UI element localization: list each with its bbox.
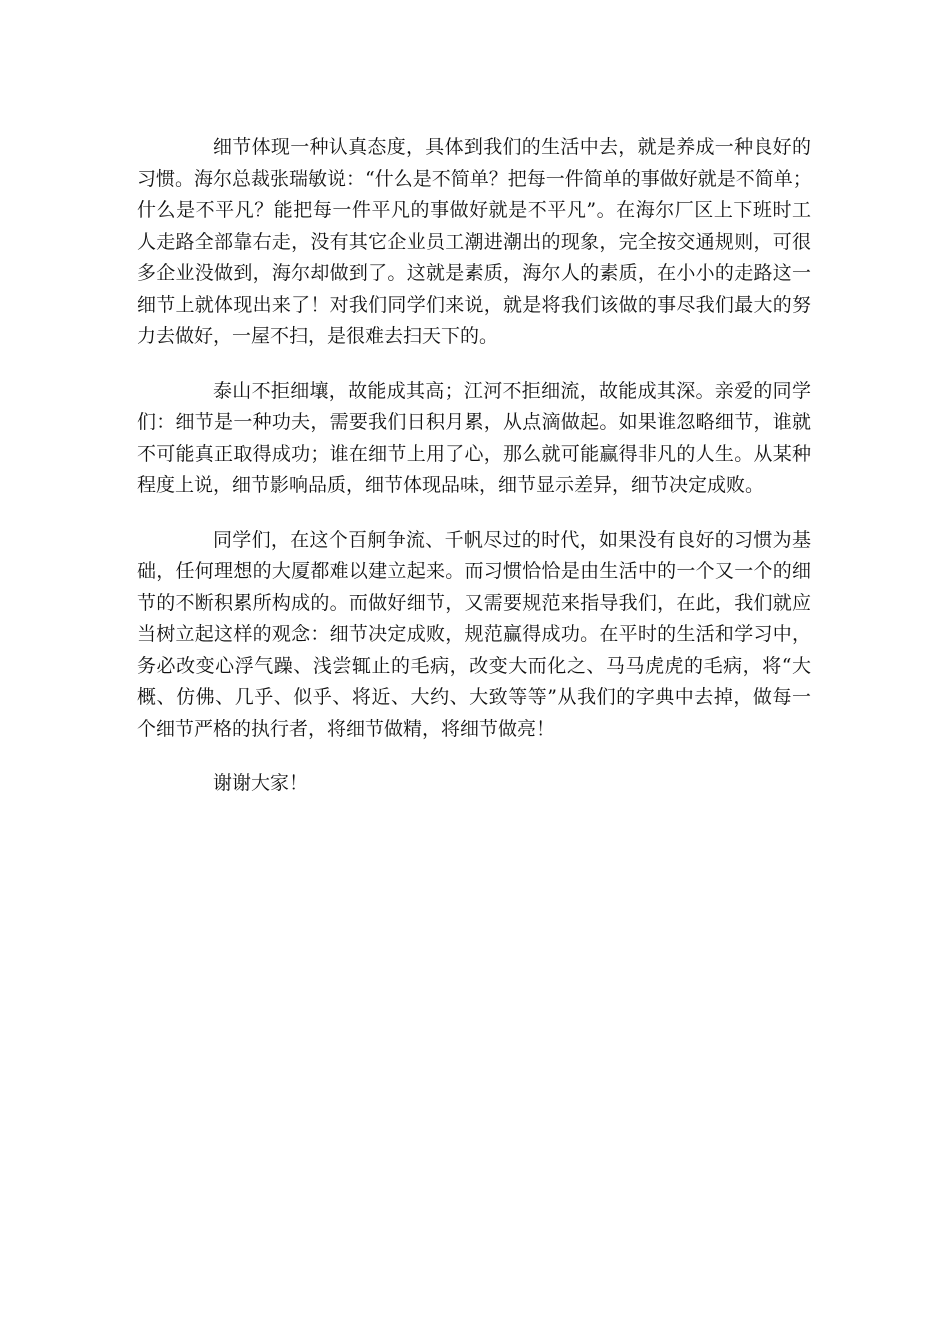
text-line: 泰山不拒细壤，故能成其高；江河不拒细流，故能成其深。亲爱的同学	[213, 379, 811, 402]
paragraph-3	[137, 525, 811, 746]
text-line: 习惯。海尔总裁张瑞敏说：“什么是不简单？把每一件简单的事做好就是不简单；	[137, 167, 812, 190]
text-line: 细节体现一种认真态度，具体到我们的生活中去，就是养成一种良好的	[213, 136, 811, 158]
text-line: 个细节严格的执行者，将细节做精，将细节做亮！	[137, 717, 556, 740]
text-line: 细节上就体现出来了！对我们同学们来说，就是将我们该做的事尽我们最大的努	[137, 293, 811, 316]
text-line: 多企业没做到，海尔却做到了。这就是素质，海尔人的素质，在小小的走路这一	[137, 262, 811, 284]
text-line: 概、仿佛、几乎、似乎、将近、大约、大致等等”从我们的字典中去掉，做每一	[137, 686, 811, 708]
paragraph-2	[137, 376, 811, 502]
text-line: 同学们，在这个百舸争流、千帆尽过的时代，如果没有良好的习惯为基	[213, 528, 811, 551]
text-line: 节的不断积累所构成的。而做好细节，又需要规范来指导我们，在此，我们就应	[137, 591, 811, 614]
text-line: 不可能真正取得成功；谁在细节上用了心，那么就可能赢得非凡的人生。从某种	[137, 442, 811, 465]
paragraph-4	[137, 768, 811, 800]
document-body	[137, 132, 811, 823]
text-line: 程度上说，细节影响品质，细节体现品味，细节显示差异，细节决定成败。	[137, 474, 765, 496]
text-line: 什么是不平凡？能把每一件平凡的事做好就是不平凡”。在海尔厂区上下班时工	[137, 199, 811, 221]
text-line: 务必改变心浮气躁、浅尝辄止的毛病，改变大而化之、马马虎虎的毛病，将“大	[137, 654, 811, 677]
paragraph-1	[137, 132, 811, 353]
text-line: 当树立起这样的观念：细节决定成败，规范赢得成功。在平时的生活和学习中，	[137, 623, 811, 645]
text-line: 人走路全部靠右走，没有其它企业员工潮进潮出的现象，完全按交通规则，可很	[137, 230, 811, 253]
closing-line: 谢谢大家！	[213, 772, 309, 794]
text-line: 力去做好，一屋不扫，是很难去扫天下的。	[137, 325, 499, 347]
text-line: 础，任何理想的大厦都难以建立起来。而习惯恰恰是由生活中的一个又一个的细	[137, 560, 811, 582]
text-line: 们：细节是一种功夫，需要我们日积月累，从点滴做起。如果谁忽略细节，谁就	[137, 411, 811, 433]
